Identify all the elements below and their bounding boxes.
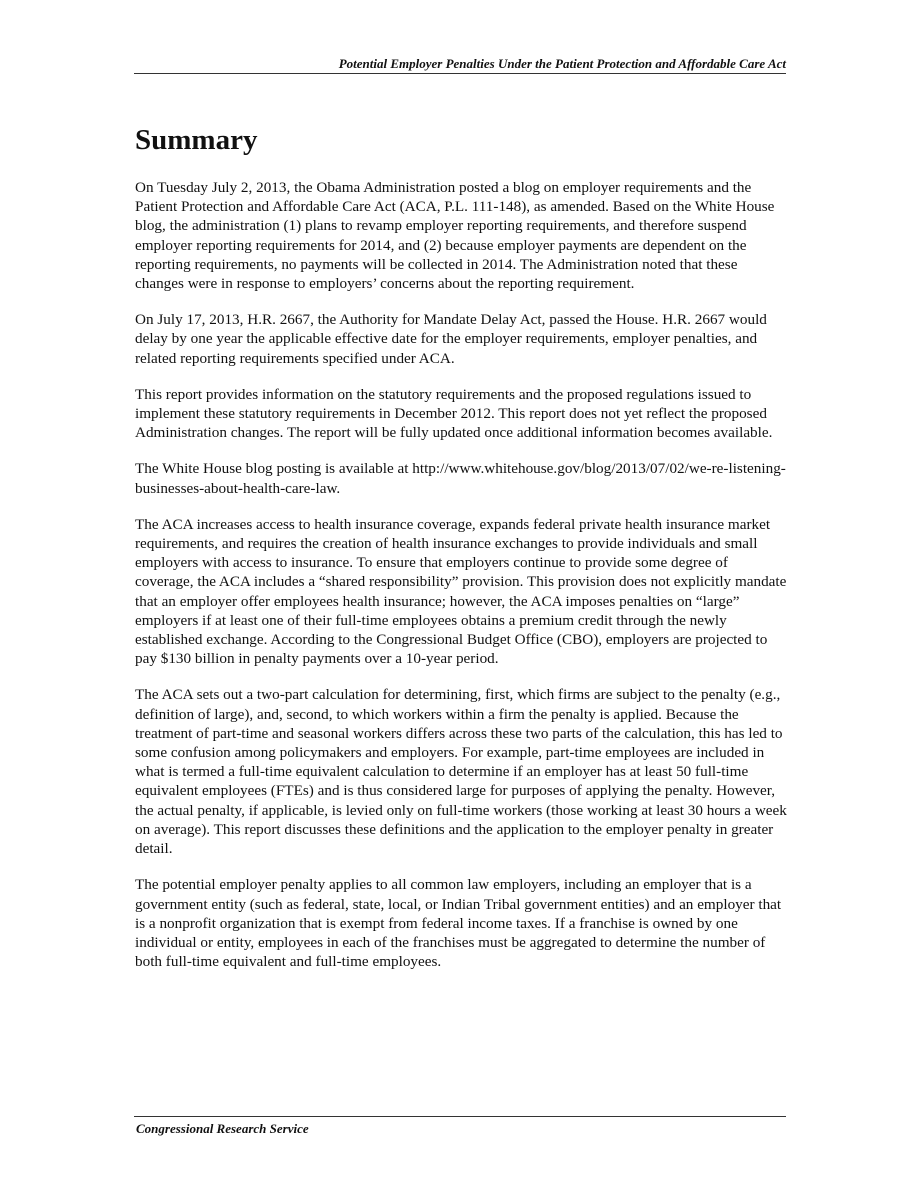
running-footer: Congressional Research Service [136,1121,309,1136]
footer-rule [134,1116,786,1117]
running-header: Potential Employer Penalties Under the Patient Protection and Affordable Care Act [338,56,786,71]
paragraph: The potential employer penalty applies to all common law employers, including an employer that is a government entity (such as federal, state, local, or Indian Tribal government entities) and an employer that is a nonprofit organization that is exempt from federal income taxes. If a franchise is owned by one individual or entity, employees in each of the franchises must be aggregated to determine the number of both full-time equivalent and full-time employees. [135,876,782,971]
summary-body [135,178,787,988]
paragraph: On Tuesday July 2, 2013, the Obama Administration posted a blog on employer requirements and the Patient Protection and Affordable Care Act (ACA, P.L. 111-148), as amended. Based on the White House blog, the administration (1) plans to revamp employer reporting requirements, and therefore suspend employer reporting requirements for 2014, and (2) because employer payments are dependent on the reporting requirements, no payments will be collected in 2014. The Administration noted that these changes were in response to employers’ concerns about the reporting requirement. [135,179,775,293]
paragraph: The ACA increases access to health insurance coverage, expands federal private health insurance market requirements, and requires the creation of health insurance exchanges to provide individuals and small employers with access to insurance. To ensure that employers continue to provide some degree of coverage, the ACA includes a “shared responsibility” provision. This provision does not explicitly mandate that an employer offer employees health insurance; however, the ACA imposes penalties on “large” employers if at least one of their full-time employees obtains a premium credit through the newly established exchange. According to the Congressional Budget Office (CBO), employers are projected to pay $130 billion in penalty payments over a 10-year period. [135,515,787,668]
header-rule [134,73,786,74]
paragraph: The White House blog posting is available at http://www.whitehouse.gov/blog/2013/07/02/we-re-listening-businesses-about-health-care-law. [135,460,786,497]
paragraph: On July 17, 2013, H.R. 2667, the Authority for Mandate Delay Act, passed the House. H.R. 2667 would delay by one year the applicable effective date for the employer requirements, employer penalties, and related reporting requirements specified under ACA. [135,311,767,367]
paragraph: The ACA sets out a two-part calculation for determining, first, which firms are subject to the penalty (e.g., definition of large), and, second, to which workers within a firm the penalty is applied. Because the treatment of part-time and seasonal workers differs across these two parts of the calculation, this has led to some confusion among policymakers and employers. For example, part-time employees are included in what is termed a full-time equivalent calculation to determine if an employer has at least 50 full-time equivalent employees (FTEs) and is thus considered large for purposes of applying the penalty. However, the actual penalty, if applicable, is levied only on full-time workers (those working at least 30 hours a week on average). This report discusses these definitions and the application to the employer penalty in greater detail. [135,686,787,858]
section-title: Summary [135,124,258,156]
paragraph: This report provides information on the statutory requirements and the proposed regulations issued to implement these statutory requirements in December 2012. This report does not yet reflect the proposed Administration changes. The report will be fully updated once additional information becomes available. [135,385,773,442]
